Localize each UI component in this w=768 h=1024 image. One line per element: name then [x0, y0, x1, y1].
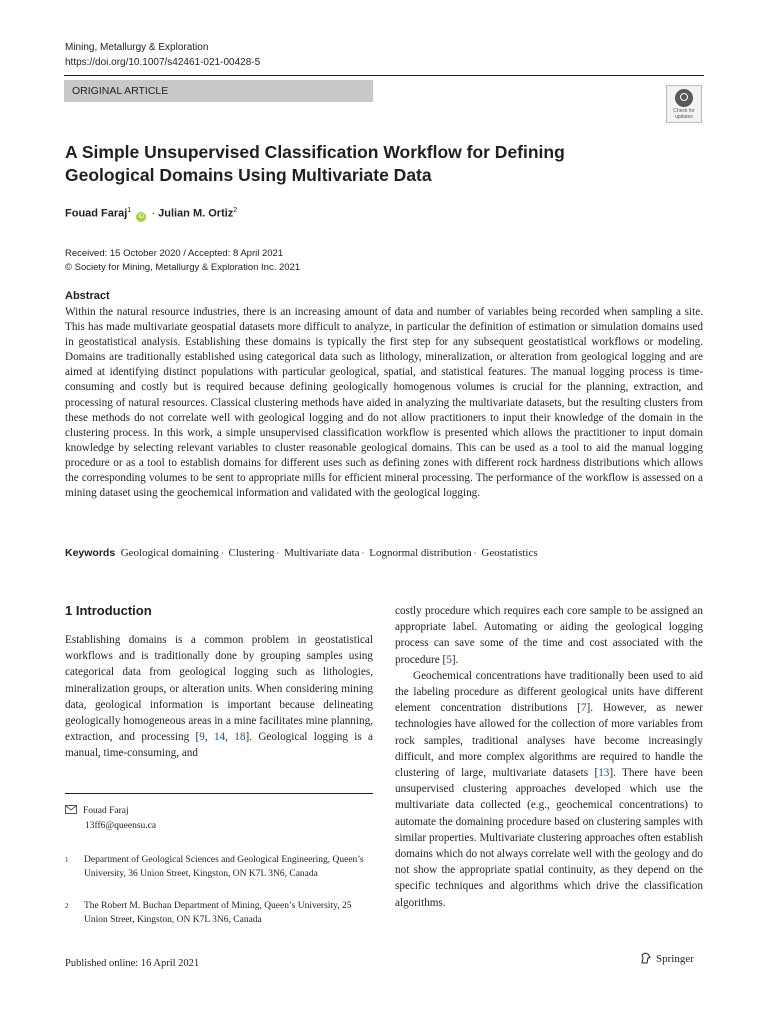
received-accepted: Received: 15 October 2020 / Accepted: 8 April 2021 — [65, 248, 284, 259]
keywords-label: Keywords — [65, 547, 116, 559]
section-heading: 1 Introduction — [65, 603, 152, 618]
affiliation-marker: 1 — [127, 207, 132, 214]
affiliation-text: Department of Geological Sciences and Geological Engineering, Queen’s University, 36 Union Street, Kingston, ON K7L 3N6, Canada — [84, 855, 364, 879]
affiliation-footnote — [65, 853, 365, 881]
abstract-text: Within the natural resource industries, there is an increasing amount of data and number of variables being recorded when sampling a site. This has made multivariate geospatial datasets more difficult to analyze, in particular the definition of estimation or simulation domains used in geostatistical analysis. Establishing these domains is typically the first step for any subsequent geostatistical workflows or modeling. Domains are traditionally established using categorical data such as lithology, mineralization, or alteration from geological logging and are aimed at identifying distinct populations with particular geological, spatial, and statistical features. The manual logging process is time-consuming and costly but is required because defining geologically homogenous volumes is crucial for the planning, extraction, and processing of natural resources. Classical clustering methods have aided in analyzing the multivariate datasets, but the resulting clusters from these methods do not correlate well with geological logging and do not allow practitioners to input their knowledge of the domain in the clustering process. In this work, a simple unsupervised classification workflow is presented which allows the practitioner to input domain knowledge by selecting relevant variables to cluster reasonable geological domains. This can be used as a tool to aid the manual logging procedure or as a tool to establish domains for different uses such as defining zones with different rock hardness distributions which allows the corresponding volumes to be sent to appropriate mills for efficient mineral processing. The performance of the workflow is assessed on a mining dataset using the geochemical information and validated with the geological logging. — [65, 306, 703, 500]
body-column-left — [65, 632, 373, 762]
author-name[interactable]: Fouad Faraj — [65, 207, 128, 220]
header-rule — [64, 75, 704, 76]
author-name[interactable]: Julian M. Ortiz — [158, 207, 234, 220]
affiliation-footnote — [65, 899, 365, 927]
contact-name: Fouad Faraj — [83, 806, 129, 816]
published-online: Published online: 16 April 2021 — [65, 958, 200, 969]
citation-link[interactable]: 14 — [213, 731, 226, 744]
check-updates-icon — [675, 89, 693, 107]
publisher-logo[interactable] — [640, 952, 694, 965]
keyword: Clustering — [228, 547, 275, 559]
article-title: A Simple Unsupervised Classification Workflow for Defining Geological Domains Using Multivariate Data — [65, 142, 565, 185]
orcid-icon[interactable]: iD — [136, 212, 146, 222]
affiliation-marker: 2 — [233, 207, 238, 214]
keyword: Lognormal distribution — [369, 547, 472, 559]
keywords: Keywords Geological domaining · Clustering · Multivariate data · Lognormal distribution · Geostatistics — [65, 547, 538, 559]
journal-name: Mining, Metallurgy & Exploration — [65, 42, 209, 53]
publisher-name: Springer — [656, 953, 694, 965]
abstract-heading: Abstract — [65, 290, 110, 302]
footnote-rule — [65, 793, 373, 794]
keyword: Multivariate data — [284, 547, 360, 559]
article-type-banner: ORIGINAL ARTICLE — [64, 80, 373, 102]
citation-link[interactable]: 9 — [199, 731, 205, 744]
envelope-icon — [65, 805, 77, 814]
author-list — [65, 207, 237, 222]
doi-link[interactable]: https://doi.org/10.1007/s42461-021-00428-5 — [65, 57, 261, 68]
affiliation-text: The Robert M. Buchan Department of Mining, Queen’s University, 25 Union Street, Kingston, ON K7L 3N6, Canada — [84, 901, 352, 925]
citation-link[interactable]: 18 — [234, 731, 246, 744]
springer-horse-icon — [640, 952, 652, 964]
citation-link[interactable]: 13 — [598, 767, 610, 780]
corresponding-author — [65, 804, 156, 834]
keyword: Geological domaining — [120, 547, 219, 559]
copyright: © Society for Mining, Metallurgy & Exploration Inc. 2021 — [65, 262, 301, 273]
citation-link[interactable]: 7 — [580, 702, 587, 715]
check-for-updates-badge[interactable] — [666, 85, 702, 123]
body-column-right — [395, 603, 703, 911]
paragraph: costly procedure which requires each core sample to be assigned an appropriate label. Automating or aiding the geological logging process can save some of the time and cost associated with the procedure [5]. — [395, 605, 703, 666]
paragraph: Establishing domains is a common problem in geostatistical workflows and is traditionally done by grouping samples using categorical data from geological logging such as lithologies, mineralization groups, or alteration units. When considering mining data, geological information is important because delineating geologically homogeneous areas in a mine facilitates mine planning, extraction, and processing [9, 14, 18]. Geological logging is a manual, time-consuming, and — [65, 634, 373, 760]
citation-link[interactable]: 5 — [446, 653, 452, 666]
paragraph: Geochemical concentrations have traditionally been used to aid the labeling procedure as different geological units have different element concentration distributions [7]. However, as newer technologies have allowed for the collection of more variables from rock samples, traditional analyses have become increasingly difficult, and more complex algorithms are required to handle the clustering of large, multivariate datasets [13]. There have been unsupervised clustering approaches developed which use the multivariate data collected (e.g., geochemical concentrations) to automate the domaining procedure based on clustering samples with similar properties. Multivariate clustering approaches often establish domains which do not always correlate well with the geology and do not show the appropriate spatial continuity, as they depend on the specific techniques and algorithms which drive the classification algorithms. — [395, 669, 703, 909]
publication-dates — [65, 247, 300, 275]
author-separator: · — [151, 207, 156, 220]
footnote-number: 2 — [65, 902, 69, 910]
footnote-number: 1 — [65, 856, 69, 864]
keyword: Geostatistics — [481, 547, 538, 559]
journal-header — [65, 40, 260, 70]
check-updates-label: Check for updates — [673, 108, 695, 120]
contact-email[interactable]: 13ff6@queensu.ca — [85, 821, 157, 831]
